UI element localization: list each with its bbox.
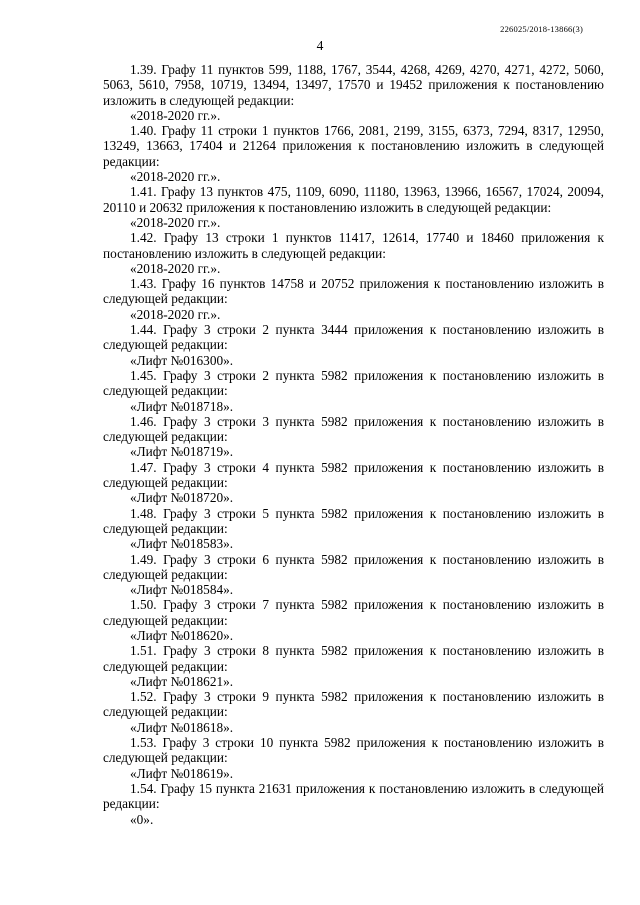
amendment-value: «2018-2020 гг.». [130, 306, 221, 322]
amendment-value: «2018-2020 гг.». [130, 169, 221, 185]
amendment-paragraph: 1.47. Графу 3 строки 4 пункта 5982 приложения к постановлению изложить в следующей редакции: [103, 459, 604, 491]
amendment-value: «Лифт №018719». [130, 444, 234, 460]
registration-number: 226025/2018-13866(3) [500, 24, 583, 34]
amendment-value: «0». [130, 811, 154, 827]
document-body [103, 62, 604, 827]
amendment-paragraph: 1.51. Графу 3 строки 8 пункта 5982 приложения к постановлению изложить в следующей редакции: [103, 643, 604, 674]
amendment-paragraph: 1.39. Графу 11 пунктов 599, 1188, 1767, 3544, 4268, 4269, 4270, 4271, 4272, 5060, 5063, 5610, 7958, 10719, 13494, 13497, 17570 и 19452 приложения к постановлению изложить в следующей редакции: [103, 62, 604, 108]
amendment-paragraph: 1.52. Графу 3 строки 9 пункта 5982 приложения к постановлению изложить в следующей редакции: [103, 689, 604, 720]
amendment-value: «2018-2020 гг.». [130, 107, 221, 123]
page-number: 4 [316, 38, 324, 53]
amendment-value: «2018-2020 гг.». [130, 260, 221, 276]
amendment-paragraph: 1.44. Графу 3 строки 2 пункта 3444 приложения к постановлению изложить в следующей редакции: [103, 322, 604, 353]
amendment-value: «Лифт №018584». [130, 582, 234, 598]
amendment-value: «Лифт №018619». [130, 765, 234, 781]
amendment-paragraph: 1.49. Графу 3 строки 6 пункта 5982 приложения к постановлению изложить в следующей редакции: [103, 551, 604, 582]
amendment-paragraph: 1.46. Графу 3 строки 3 пункта 5982 приложения к постановлению изложить в следующей редакции: [103, 413, 604, 445]
amendment-value: «Лифт №018618». [130, 719, 234, 735]
amendment-paragraph: 1.41. Графу 13 пунктов 475, 1109, 6090, 11180, 13963, 13966, 16567, 17024, 20094, 20110 и 20632 приложения к постановлению изложить в следующей редакции: [103, 184, 604, 215]
amendment-paragraph: 1.43. Графу 16 пунктов 14758 и 20752 приложения к постановлению изложить в следующей редакции: [103, 276, 604, 307]
amendment-paragraph: 1.54. Графу 15 пункта 21631 приложения к постановлению изложить в следующей редакции: [103, 780, 604, 812]
amendment-paragraph: 1.40. Графу 11 строки 1 пунктов 1766, 2081, 2199, 3155, 6373, 7294, 8317, 12950, 13249, 13663, 17404 и 21264 приложения к постановлению изложить в следующей редакции: [103, 123, 604, 169]
amendment-value: «Лифт №018720». [130, 490, 234, 506]
amendment-value: «Лифт №018583». [130, 536, 234, 552]
amendment-value: «Лифт №016300». [130, 352, 234, 368]
amendment-value: «Лифт №018620». [130, 627, 234, 643]
amendment-value: «2018-2020 гг.». [130, 214, 221, 230]
amendment-paragraph: 1.53. Графу 3 строки 10 пункта 5982 приложения к постановлению изложить в следующей редакции: [103, 735, 604, 766]
amendment-paragraph: 1.50. Графу 3 строки 7 пункта 5982 приложения к постановлению изложить в следующей редакции: [103, 597, 604, 628]
amendment-value: «Лифт №018621». [130, 673, 234, 689]
amendment-paragraph: 1.42. Графу 13 строки 1 пунктов 11417, 12614, 17740 и 18460 приложения к постановлению изложить в следующей редакции: [103, 230, 604, 261]
amendment-paragraph: 1.45. Графу 3 строки 2 пункта 5982 приложения к постановлению изложить в следующей редакции: [103, 367, 604, 399]
amendment-value: «Лифт №018718». [130, 398, 234, 414]
amendment-paragraph: 1.48. Графу 3 строки 5 пункта 5982 приложения к постановлению изложить в следующей редакции: [103, 505, 604, 536]
